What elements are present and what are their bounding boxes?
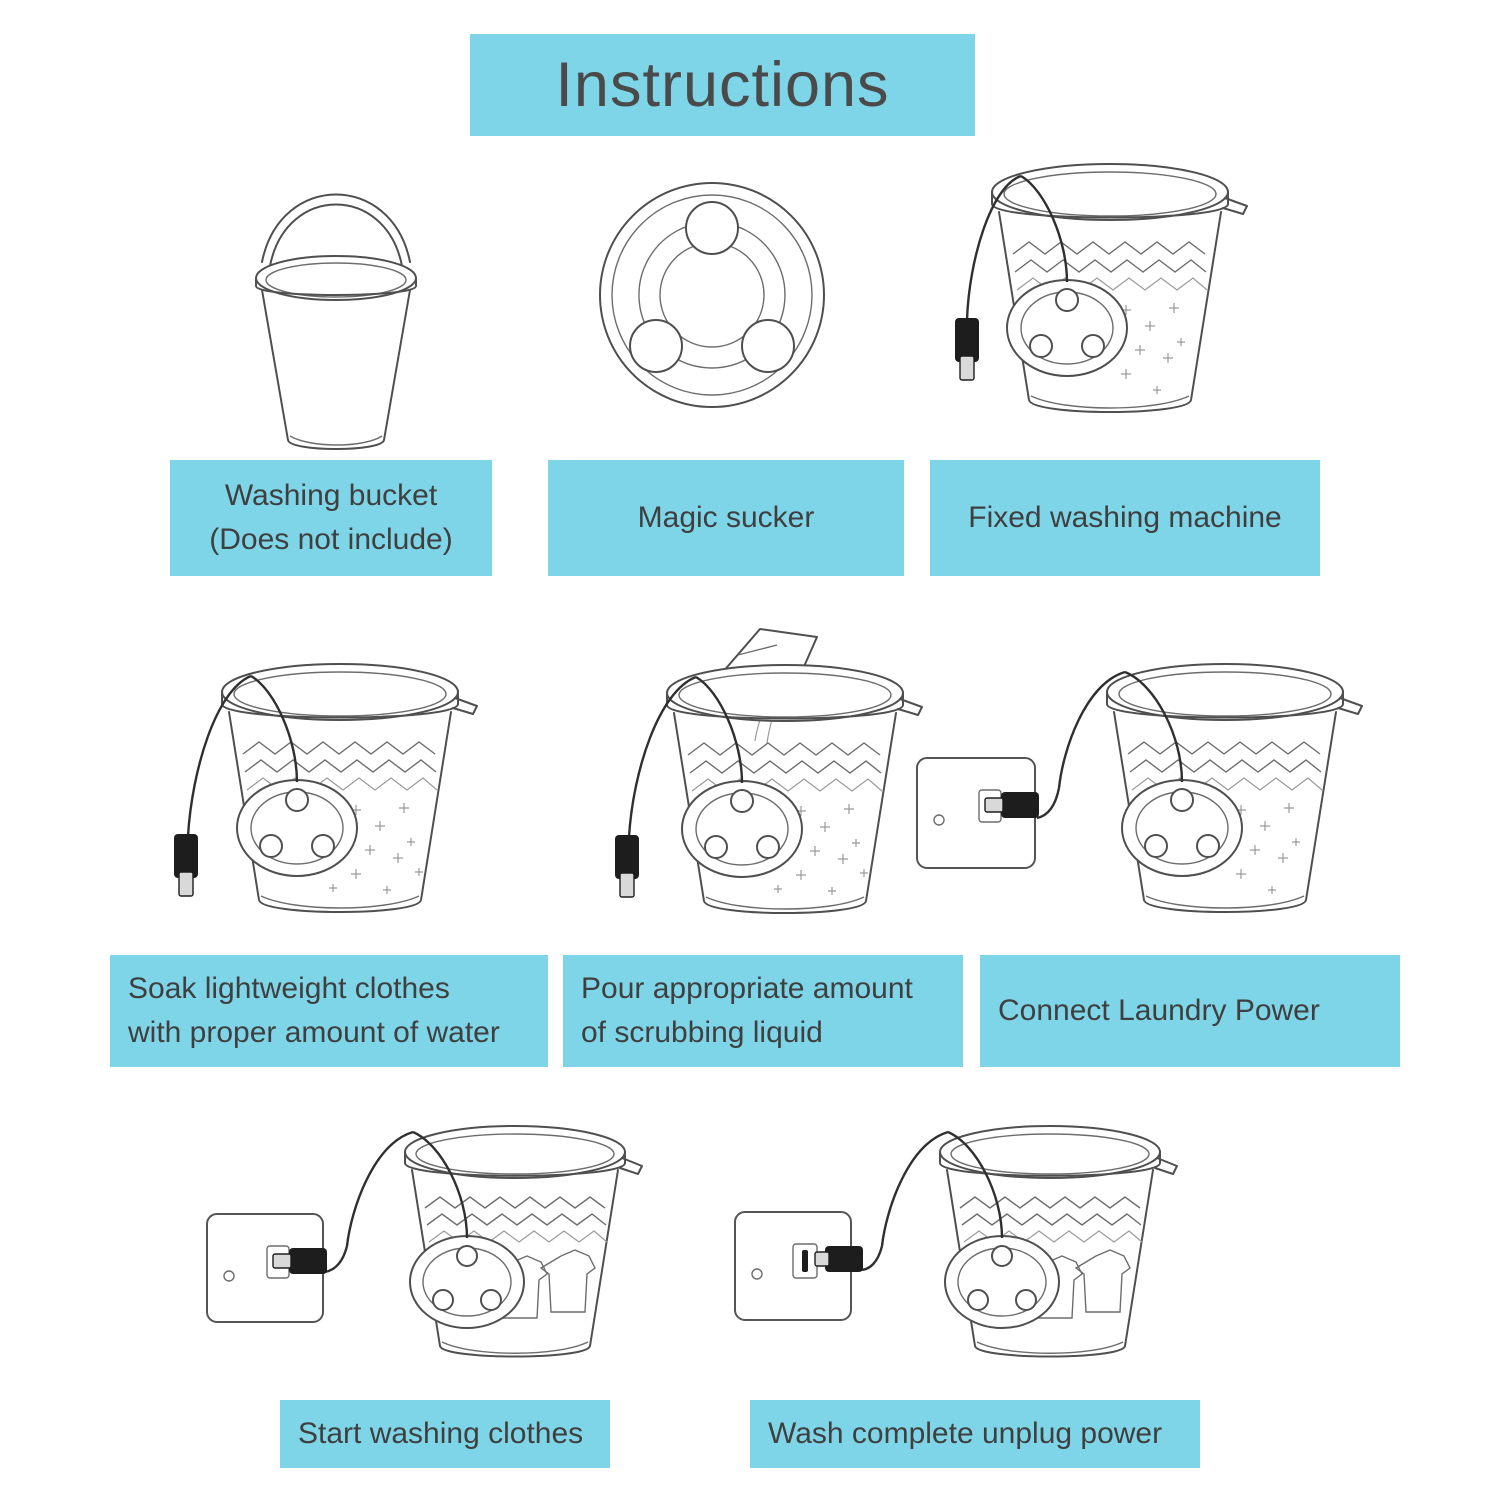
illustration-soak-clothes — [110, 650, 530, 940]
page-title: Instructions — [555, 50, 890, 120]
caption-start-washing — [280, 1400, 610, 1468]
caption-line-1: Connect Laundry Power — [998, 994, 1320, 1027]
caption-line-2: with proper amount of water — [128, 1016, 500, 1049]
step-wash-complete — [765, 1110, 1215, 1450]
step-fixed-washing-machine — [925, 150, 1295, 534]
usb-plug-icon — [174, 834, 198, 896]
caption-line-1: Wash complete unplug power — [768, 1417, 1163, 1450]
illustration-start-washing — [245, 1110, 685, 1380]
caption-line-1: Fixed washing machine — [968, 501, 1282, 534]
step-washing-bucket — [170, 140, 490, 556]
caption-line-1: Washing bucket — [224, 479, 438, 512]
step-pour-detergent — [555, 615, 975, 1049]
illustration-wash-complete — [765, 1110, 1215, 1380]
caption-wash-complete — [750, 1400, 1200, 1468]
step-magic-sucker — [560, 150, 880, 534]
illustration-washing-bucket — [170, 140, 490, 460]
illustration-connect-power — [975, 650, 1415, 940]
caption-line-1: Magic sucker — [637, 501, 815, 534]
caption-line-1: Pour appropriate amount — [581, 972, 913, 1005]
usb-plug-icon — [955, 318, 979, 380]
caption-washing-bucket — [170, 460, 492, 576]
caption-pour-detergent — [563, 955, 963, 1067]
step-soak-clothes — [110, 650, 530, 1049]
caption-line-2: (Does not include) — [209, 523, 453, 556]
caption-soak-clothes — [110, 955, 548, 1067]
caption-line-2: of scrubbing liquid — [581, 1016, 823, 1049]
caption-connect-power — [980, 955, 1400, 1067]
caption-fixed-washing-machine — [930, 460, 1320, 576]
usb-plug-icon — [615, 835, 639, 897]
caption-magic-sucker — [548, 460, 904, 576]
caption-line-1: Soak lightweight clothes — [128, 972, 450, 1005]
page-title-band — [470, 34, 975, 136]
step-connect-power — [975, 650, 1415, 1027]
caption-line-1: Start washing clothes — [298, 1417, 584, 1450]
illustration-pour-detergent — [555, 615, 975, 940]
step-start-washing — [245, 1110, 685, 1450]
illustration-magic-sucker — [560, 150, 880, 440]
illustration-fixed-washing-machine — [925, 150, 1295, 450]
